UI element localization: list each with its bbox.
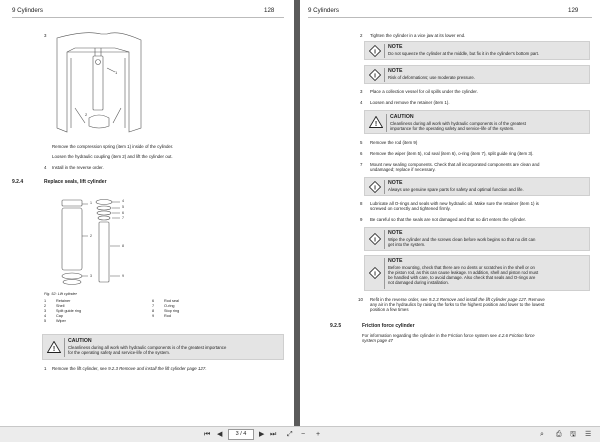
zoom-out-button[interactable]: − xyxy=(301,431,306,438)
previous-page-button[interactable]: ◀ xyxy=(217,431,223,438)
information-icon xyxy=(369,267,381,279)
note-title: NOTE xyxy=(388,44,403,50)
step-number: 8 xyxy=(360,201,363,206)
note-text: get into the system. xyxy=(388,242,426,247)
figure-label: 8 xyxy=(122,244,124,248)
step-number: 2 xyxy=(360,33,363,38)
page-number-input[interactable]: 3 / 4 xyxy=(228,429,254,440)
legend-label: Shell xyxy=(56,304,65,308)
note-box xyxy=(364,227,590,251)
legend-label: Stop ring xyxy=(164,309,180,313)
step-number: 3 xyxy=(44,33,47,38)
right-page-chapter: 9 Cylinders xyxy=(308,7,339,14)
legend-number: 2 xyxy=(44,304,47,308)
last-page-button[interactable]: ⏭ xyxy=(270,431,277,438)
figure-label: 9 xyxy=(122,274,124,278)
note-title: NOTE xyxy=(388,258,403,264)
svg-text:1: 1 xyxy=(115,70,118,75)
legend-label: O-ring xyxy=(164,304,175,308)
cross-reference-link[interactable]: 9.2.3 Remove and install the lift cylinder page 127 xyxy=(108,366,206,371)
legend-label: Wiper xyxy=(56,319,66,323)
search-button[interactable]: ⌕ xyxy=(540,431,544,438)
legend-label: Retainer xyxy=(56,299,71,303)
legend-label: Rod xyxy=(164,314,171,318)
section-number: 9.2.5 xyxy=(330,323,342,329)
note-text: the piston rod, as this can cause leakage. In addition, shell and piston rod must xyxy=(388,270,539,275)
note-text: Always use genuine spare parts for safety and optimal function and life. xyxy=(388,187,524,192)
note-text: be handled with care, to avoid damage. Also check that seals and O-rings are xyxy=(388,275,536,280)
step-number: 5 xyxy=(360,140,363,145)
divider xyxy=(384,44,385,58)
lift-cylinder-exploded-view xyxy=(44,196,134,288)
legend-label: Rod seal xyxy=(164,299,179,303)
svg-text:i: i xyxy=(374,48,376,56)
step-number: 9 xyxy=(360,217,363,222)
cross-reference-link[interactable]: 9.2.3 Remove and install the lift cylinder page 127 xyxy=(428,297,526,302)
step-text: Remove the wiper (item 5), rod seal (item 6), o-ring (item 7), split guide ring (item 3). xyxy=(370,151,534,156)
figure-label: 4 xyxy=(122,199,124,203)
step-text: . xyxy=(205,366,207,371)
step-number: 4 xyxy=(44,165,47,170)
caution-text-line2: importance for the operating safety and service-life of the system. xyxy=(390,126,515,131)
step-text: Refit in the reverse order, see xyxy=(370,297,429,302)
step-install-reverse: Install in the reverse order. xyxy=(52,165,104,170)
note-text: Do not squeeze the cylinder at the middle, but fix it in the cylinder's bottom part. xyxy=(388,51,540,56)
divider xyxy=(384,68,385,82)
caution-text-line1: Cleanliness during all work with hydraulic components is of the greatest importance xyxy=(68,345,227,350)
step-number: 4 xyxy=(360,100,363,105)
legend-label: Cap xyxy=(56,314,63,318)
information-icon xyxy=(369,69,381,81)
menu-button[interactable]: ☰ xyxy=(585,431,592,438)
legend-number: 9 xyxy=(152,314,155,318)
section-title: Friction force cylinder xyxy=(362,323,415,329)
svg-text:!: ! xyxy=(374,121,378,128)
note-title: NOTE xyxy=(388,230,403,236)
left-page-number: 128 xyxy=(264,7,275,14)
svg-text:i: i xyxy=(374,72,376,80)
note-title: NOTE xyxy=(388,68,403,74)
figure-label: 2 xyxy=(90,234,92,238)
print-button[interactable]: ⎙ xyxy=(556,431,562,438)
svg-text:i: i xyxy=(374,270,376,278)
step-text: Tighten the cylinder in a vice jaw at its lower end. xyxy=(370,33,466,38)
step-text: any air in the hydraulics by raising the forks to the highest position and lower to the lowest xyxy=(370,302,545,307)
figure-caption: Fig. 52: Lift cylinder xyxy=(44,292,77,296)
cross-reference-link[interactable]: 4.2.6 Friction force xyxy=(498,333,535,338)
note-text: not damaged during installation. xyxy=(388,280,449,285)
divider xyxy=(64,338,65,357)
step-text: Mount new sealing components. Check that all incorporated components are clean and xyxy=(370,162,540,167)
svg-text:i: i xyxy=(374,184,376,192)
svg-text:2: 2 xyxy=(85,112,88,117)
step-loosen-coupling: Loosen the hydraulic coupling (item 2) and lift the cylinder out. xyxy=(52,154,173,159)
step-text: undamaged; replace if necessary. xyxy=(370,167,436,172)
step-text: . Remove xyxy=(525,297,545,302)
step-text: screwed on correctly and tightened firmly. xyxy=(370,206,451,211)
note-text: Wipe the cylinder and the screws clean before work begins so that no dirt can xyxy=(388,237,536,242)
note-text: Before mounting, check that there are no dents or scratches in the shell or on xyxy=(388,265,535,270)
legend-number: 8 xyxy=(152,309,155,313)
divider xyxy=(386,114,387,132)
figure-label: 7 xyxy=(122,216,124,220)
legend-number: 6 xyxy=(152,299,155,303)
zoom-in-button[interactable]: + xyxy=(316,431,321,438)
information-icon xyxy=(369,233,381,245)
step-text: Loosen and remove the retainer (item 1). xyxy=(370,100,450,105)
left-page xyxy=(0,0,294,426)
information-icon xyxy=(369,181,381,193)
warning-icon xyxy=(369,116,383,128)
figure-label: 1 xyxy=(90,201,92,205)
note-title: NOTE xyxy=(388,180,403,186)
step-text: Lubricate all O-rings and seals with new hydraulic oil. Make sure the retainer (item 1) is xyxy=(370,201,539,206)
note-box xyxy=(364,177,590,196)
save-button[interactable]: 🖫 xyxy=(570,431,576,438)
step-text: Place a collection vessel for oil spills under the cylinder. xyxy=(370,89,478,94)
legend-number: 3 xyxy=(44,309,47,313)
svg-text:i: i xyxy=(374,236,376,244)
warning-icon xyxy=(47,341,61,353)
caution-text-line1: Cleanliness during all work with hydraulic components is of the greatest xyxy=(390,121,526,126)
figure-label: 6 xyxy=(122,211,124,215)
caution-title: CAUTION xyxy=(68,338,92,344)
legend-number: 4 xyxy=(44,314,47,318)
divider xyxy=(384,180,385,194)
step-number: 1 xyxy=(44,366,47,371)
note-box xyxy=(364,41,590,60)
section-title: Replace seals, lift cylinder xyxy=(44,179,107,185)
step-number: 10 xyxy=(358,297,363,302)
header-rule xyxy=(12,17,284,18)
legend-number: 5 xyxy=(44,319,47,323)
step-remove-lift-cylinder xyxy=(52,366,207,371)
note-text: Risk of deformations; use moderate pressure. xyxy=(388,75,475,80)
left-page-chapter: 9 Cylinders xyxy=(12,7,43,14)
first-page-button[interactable]: ⏮ xyxy=(204,431,211,438)
header-rule xyxy=(308,17,592,18)
note-box xyxy=(364,255,590,291)
step-text: Remove the lift cylinder, see xyxy=(52,366,109,371)
right-page-number: 129 xyxy=(568,7,579,14)
divider xyxy=(384,230,385,249)
svg-text:!: ! xyxy=(52,346,56,353)
viewer-toolbar xyxy=(0,426,600,442)
next-page-button[interactable]: ▶ xyxy=(259,431,265,438)
section-number: 9.2.4 xyxy=(12,179,24,185)
step-text: Be careful so that the seals are not damaged and that no dirt enters the cylinder. xyxy=(370,217,526,222)
step-text: Remove the rod (item 9) xyxy=(370,140,418,145)
figure-label: 5 xyxy=(122,205,124,209)
step-text: position a few times xyxy=(370,307,409,312)
step-number: 7 xyxy=(360,162,363,167)
step-text: For information regarding the cylinder in the Friction force system see xyxy=(362,333,499,338)
information-icon xyxy=(369,45,381,57)
cross-reference-link[interactable]: system page 47 xyxy=(362,338,393,343)
cylinder-removal-illustration xyxy=(55,28,145,136)
divider xyxy=(384,258,385,289)
figure-label: 3 xyxy=(90,274,92,278)
step-number: 3 xyxy=(360,89,363,94)
step-remove-spring: Remove the compression spring (item 1) inside of the cylinder. xyxy=(52,144,174,149)
note-box xyxy=(364,65,590,84)
legend-number: 7 xyxy=(152,304,155,308)
caution-box xyxy=(42,334,284,360)
step-number: 6 xyxy=(360,151,363,156)
legend-label: Split guide ring xyxy=(56,309,82,313)
caution-text-line2: for the operating safety and service-life of the system. xyxy=(68,350,170,355)
fit-page-button[interactable]: ⤢ xyxy=(287,431,293,438)
caution-title: CAUTION xyxy=(390,114,414,120)
right-page xyxy=(300,0,600,426)
caution-box xyxy=(364,110,590,134)
legend-number: 1 xyxy=(44,299,47,303)
